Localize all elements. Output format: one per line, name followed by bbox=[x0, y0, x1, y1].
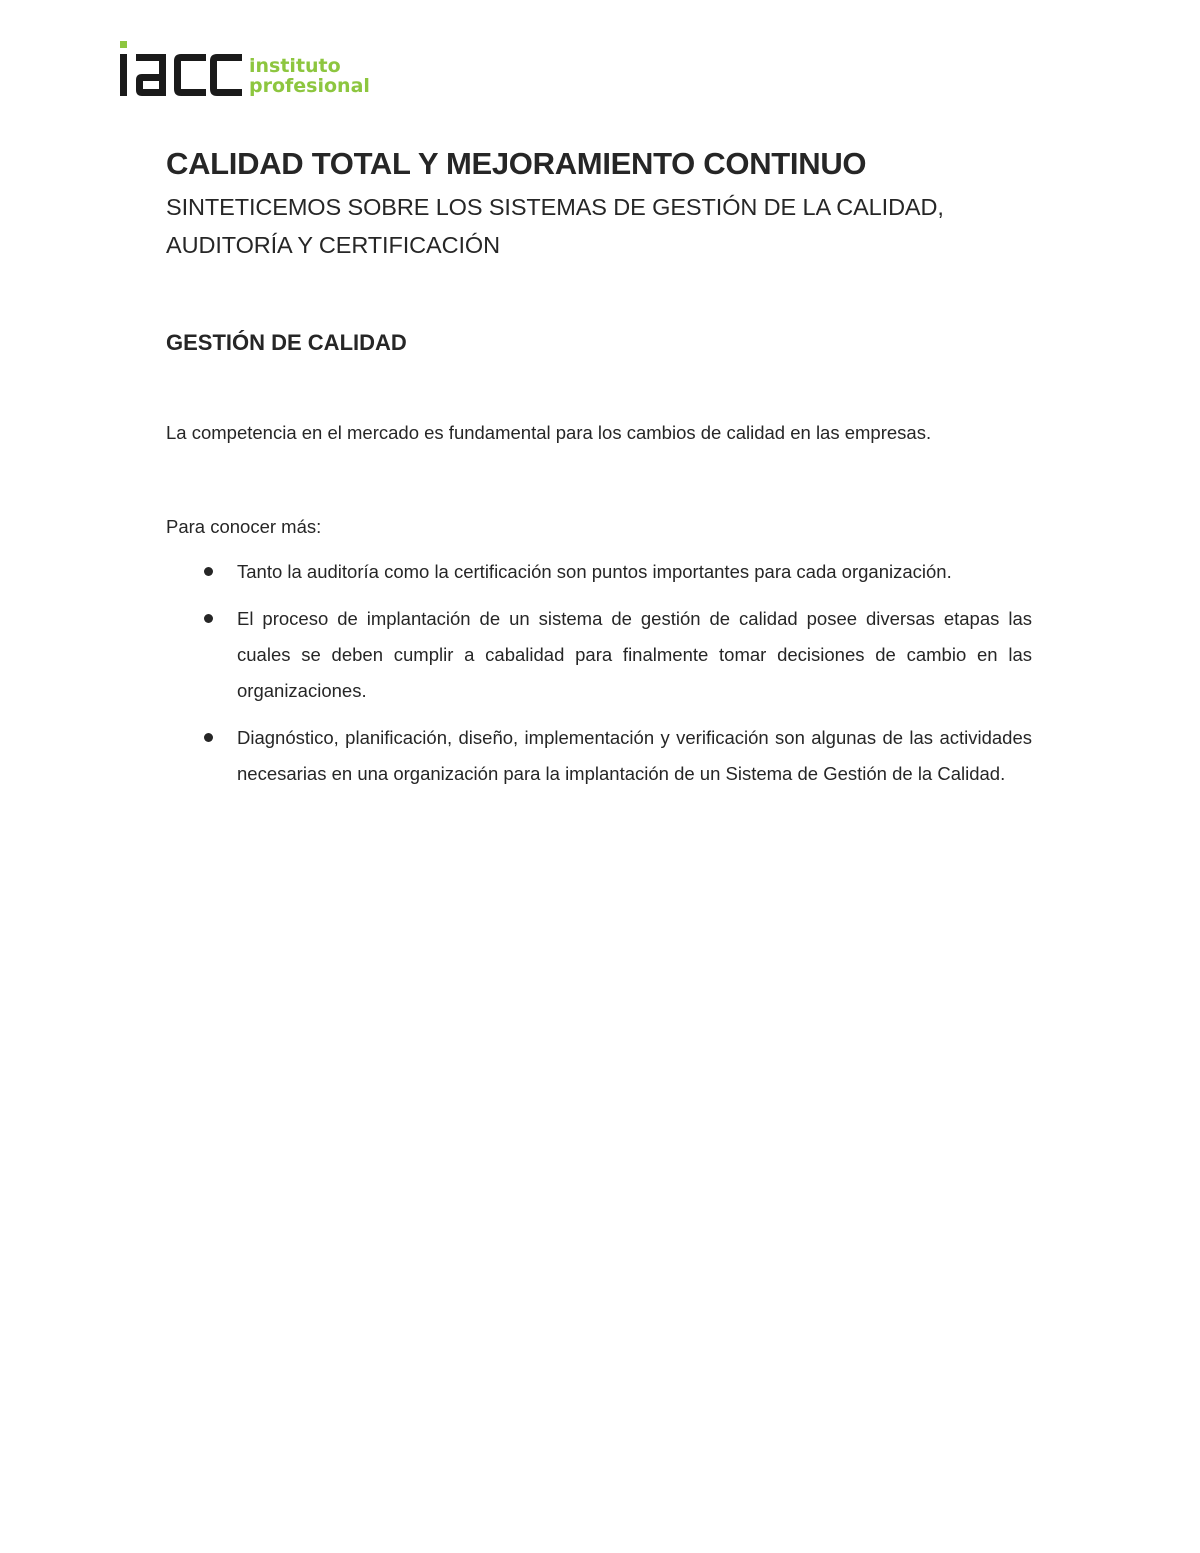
iacc-logo bbox=[118, 38, 378, 102]
bullet-dot-icon bbox=[204, 614, 213, 623]
bullet-list bbox=[166, 554, 1032, 792]
logo-i-dot bbox=[120, 41, 127, 48]
document-body bbox=[166, 140, 1032, 803]
bullet-dot-icon bbox=[204, 733, 213, 742]
logo-c-second bbox=[210, 54, 242, 96]
intro-paragraph: La competencia en el mercado es fundamental para los cambios de calidad en las empresas. bbox=[166, 422, 932, 443]
section-title: GESTIÓN DE CALIDAD bbox=[166, 330, 407, 355]
logo-i-stem bbox=[120, 54, 127, 96]
subtitle-line-1: SINTETICEMOS SOBRE LOS SISTEMAS DE GESTIÓN DE LA CALIDAD, bbox=[166, 194, 944, 220]
bullet-item bbox=[166, 601, 1032, 709]
logo-a bbox=[136, 54, 166, 96]
bullet-item bbox=[166, 554, 1032, 590]
iacc-logo-graphic bbox=[118, 38, 378, 102]
subtitle-line-2: AUDITORÍA Y CERTIFICACIÓN bbox=[166, 232, 500, 258]
logo-tagline-line1: instituto bbox=[249, 55, 341, 77]
document-subtitle bbox=[166, 188, 1032, 264]
lead-in-text: Para conocer más: bbox=[166, 516, 322, 537]
logo-c-first bbox=[174, 54, 206, 96]
bullet-text: Diagnóstico, planificación, diseño, implementación y verificación son algunas de las actividades necesarias en una organización para la implantación de un Sistema de Gestión de la Calidad. bbox=[237, 727, 1032, 784]
bullet-item bbox=[166, 720, 1032, 792]
logo-tagline-line2: profesional bbox=[249, 75, 370, 97]
bullet-text: El proceso de implantación de un sistema de gestión de calidad posee diversas etapas las cuales se deben cumplir a cabalidad para finalmente tomar decisiones de cambio en las organizaciones. bbox=[237, 608, 1032, 701]
bullet-dot-icon bbox=[204, 567, 213, 576]
bullet-text: Tanto la auditoría como la certificación son puntos importantes para cada organización. bbox=[237, 561, 952, 582]
document-title: CALIDAD TOTAL Y MEJORAMIENTO CONTINUO bbox=[166, 146, 867, 181]
